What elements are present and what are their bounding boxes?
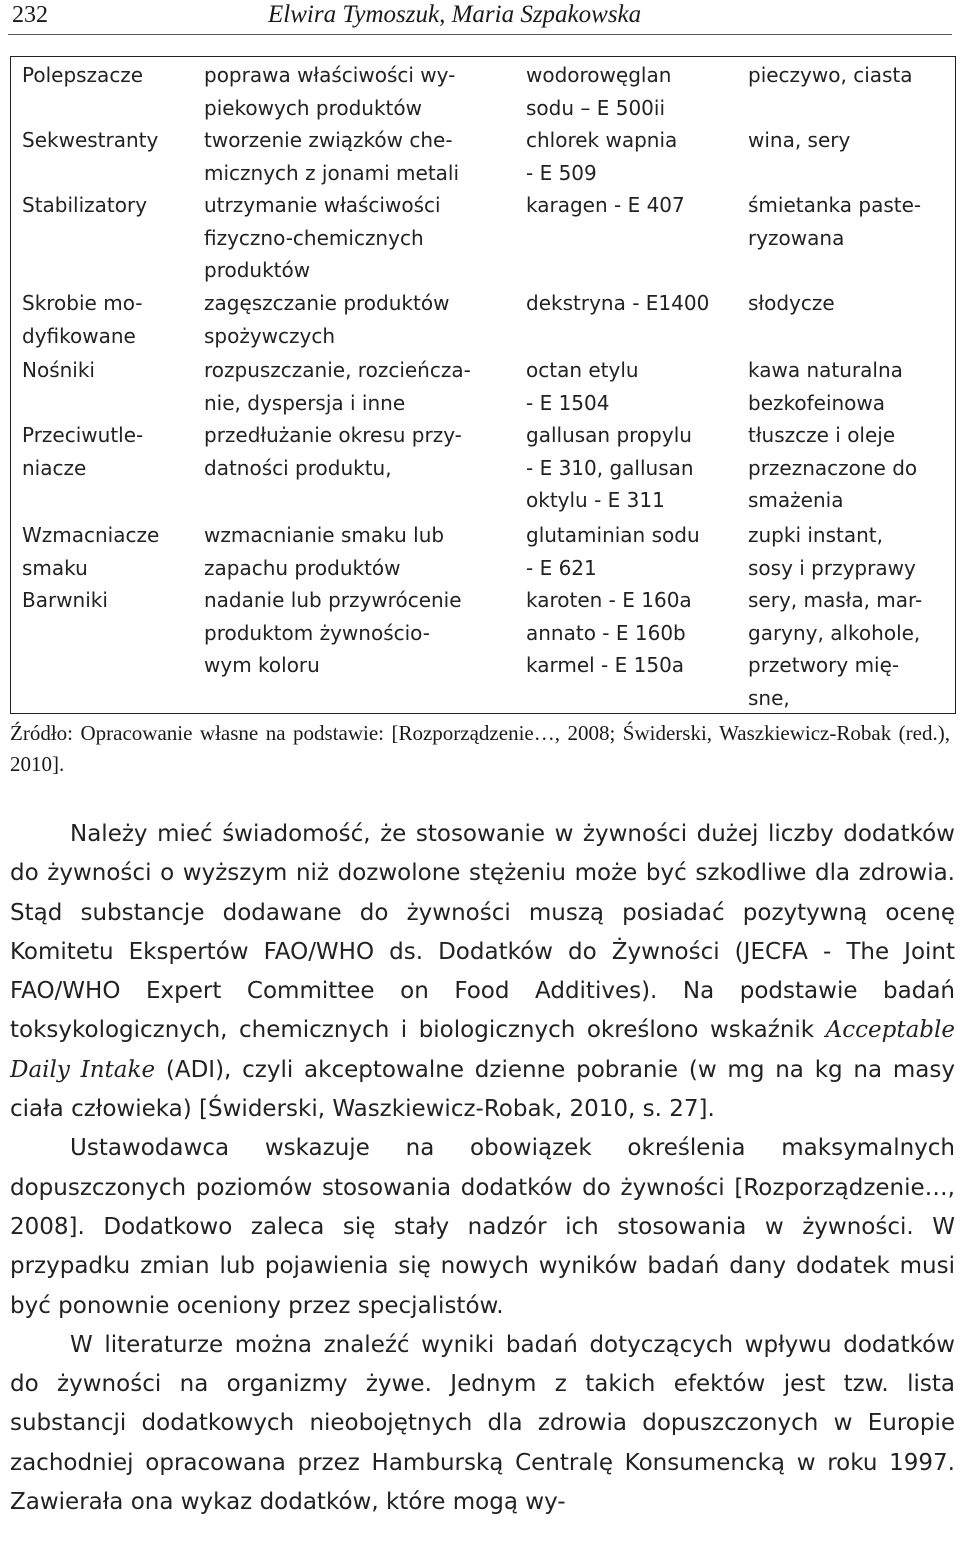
additive-name: Nośniki (22, 358, 95, 382)
additive-use: sery, masła, mar- garyny, alkohole, przetwory mię- sne, (748, 588, 923, 710)
additive-example: glutaminian sodu - E 621 (526, 523, 700, 580)
additive-function: przedłużanie okresu przy- datności produktu, (204, 423, 462, 480)
additive-function: utrzymanie właściwości fizyczno-chemicznych produktów (204, 193, 441, 282)
additive-name: Przeciwutle- niacze (22, 423, 144, 480)
additive-example: gallusan propylu - E 310, gallusan oktylu - E 311 (526, 423, 694, 512)
paragraph (10, 815, 955, 1129)
additive-name: Barwniki (22, 588, 108, 612)
additive-name: Wzmacniacze smaku (22, 523, 160, 580)
additive-function: poprawa właściwości wy- piekowych produktów (204, 63, 456, 120)
additive-name: Sekwestranty (22, 128, 159, 152)
adi-term: Acceptable Daily Intake (10, 1017, 955, 1083)
additive-use: tłuszcze i oleje przeznaczone do smażenia (748, 423, 918, 512)
additive-name: Polepszacze (22, 63, 144, 87)
additive-use: wina, sery (748, 128, 851, 152)
paragraph-text: (ADI), czyli akceptowalne dzienne pobranie (w mg na kg na masy ciała człowieka) [Świderski, Waszkiewicz-Robak, 2010, s. 27]. (10, 1056, 955, 1123)
additive-function: rozpuszczanie, rozcieńcza- nie, dyspersja i inne (204, 358, 471, 415)
running-head-authors: Elwira Tymoszuk, Maria Szpakowska (268, 1, 642, 28)
additive-name: Skrobie mo- dyfikowane (22, 291, 143, 348)
additive-use: słodycze (748, 291, 835, 315)
additive-use: kawa naturalna bezkofeinowa (748, 358, 903, 415)
body-text (10, 815, 955, 1522)
page-number: 232 (12, 2, 48, 28)
additives-table (10, 56, 956, 714)
additive-example: octan etylu - E 1504 (526, 358, 639, 415)
additive-example: wodorowęglan sodu – E 500ii (526, 63, 672, 120)
additive-example: karoten - E 160a annato - E 160b karmel - E 150a (526, 588, 692, 677)
additive-name: Stabilizatory (22, 193, 148, 217)
additive-example: chlorek wapnia - E 509 (526, 128, 678, 185)
additive-function: wzmacnianie smaku lub zapachu produktów (204, 523, 445, 580)
additive-use: pieczywo, ciasta (748, 63, 913, 87)
additive-example: karagen - E 407 (526, 193, 685, 217)
additive-example: dekstryna - E1400 (526, 291, 710, 315)
additive-function: zagęszczanie produktów spożywczych (204, 291, 450, 348)
paragraph: Ustawodawca wskazuje na obowiązek określenia maksymalnych dopuszczonych poziomów stosowania dodatków do żywności [Rozporządzenie…, 2008]. Dodatkowo zaleca się stały nadzór ich stosowania w żywności. W przypadku zmian lub pojawienia się nowych wyników badań dany dodatek musi być ponownie oceniony przez specjalistów. (10, 1135, 955, 1319)
page-header (8, 0, 952, 35)
additive-function: nadanie lub przywrócenie produktom żywnościo- wym koloru (204, 588, 462, 677)
table-source-note: Źródło: Opracowanie własne na podstawie: [Rozporządzenie…, 2008; Świderski, Waszkiewicz-Robak (red.), 2010]. (10, 721, 950, 776)
additive-function: tworzenie związków che- micznych z jonami metali (204, 128, 460, 185)
additive-use: śmietanka paste- ryzowana (748, 193, 922, 250)
additive-use: zupki instant, sosy i przyprawy (748, 523, 916, 580)
paragraph: W literaturze można znaleźć wyniki badań dotyczących wpływu dodatków do żywności na organizmy żywe. Jednym z takich efektów jest tzw. lista substancji dodatkowych nieobojętnych dla zdrowia dopuszczonych w Europie zachodniej opracowana przez Hamburską Centralę Konsumencką w roku 1997. Zawierała ona wykaz dodatków, które mogą wy- (10, 1331, 955, 1516)
paragraph-text: Należy mieć świadomość, że stosowanie w żywności dużej liczby dodatków do żywności o wyższym niż dozwolone stężeniu może być szkodliwe dla zdrowia. Stąd substancje dodawane do żywności muszą posiadać pozytywną ocenę Komitetu Ekspertów FAO/WHO ds. Dodatków do Żywności (JECFA - The Joint FAO/WHO Expert Committee on Food Additives). Na podstawie badań toksykologicznych, chemicznych i biologicznych określono wskaźnik (10, 821, 955, 1044)
